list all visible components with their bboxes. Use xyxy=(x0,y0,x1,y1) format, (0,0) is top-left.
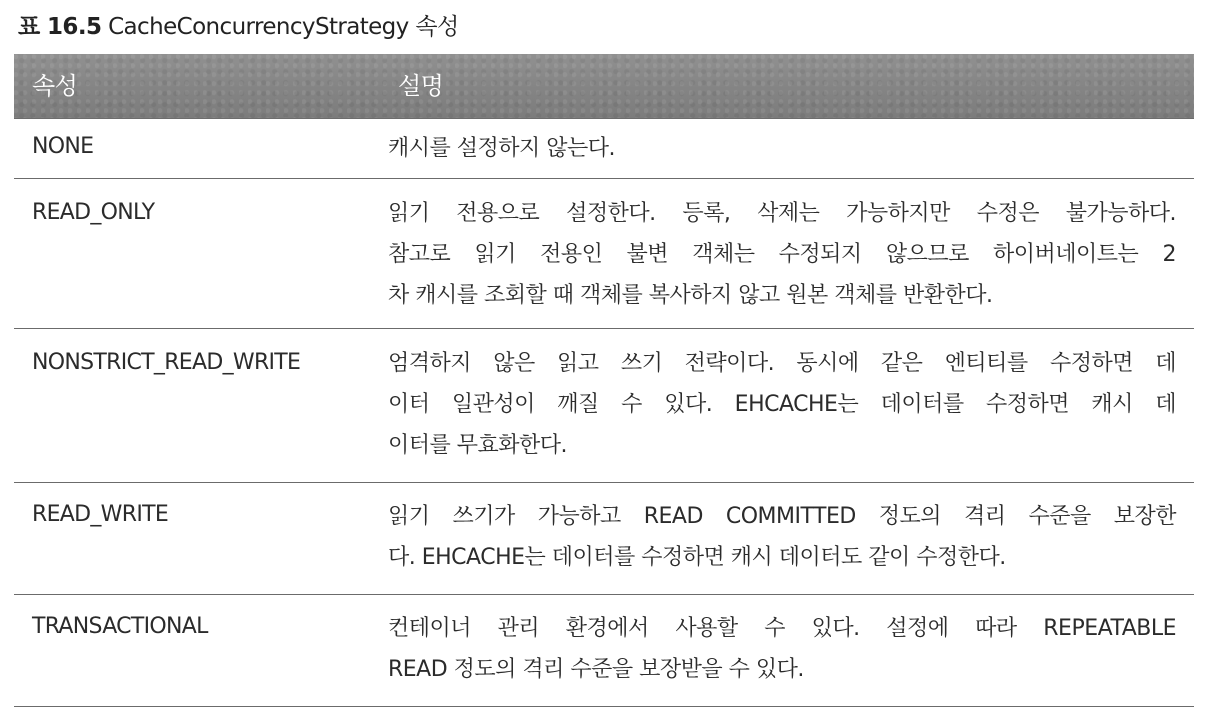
table-row xyxy=(14,119,1194,179)
table-header xyxy=(14,54,1194,119)
description-line: 이터 일관성이 깨질 수 있다. EHCACHE는 데이터를 수정하면 캐시 데 xyxy=(388,392,1176,417)
header-description: 설명 xyxy=(398,72,444,100)
description-line: 차 캐시를 조회할 때 객체를 복사하지 않고 원본 객체를 반환한다. xyxy=(388,283,993,308)
table-row xyxy=(14,179,1194,329)
table-caption xyxy=(18,8,459,41)
table-number: 표 16.5 xyxy=(18,14,102,40)
table-title: CacheConcurrencyStrategy 속성 xyxy=(108,14,459,40)
header-attribute: 속성 xyxy=(32,72,78,100)
table-row xyxy=(14,483,1194,595)
table-row xyxy=(14,329,1194,483)
row-description xyxy=(388,193,1176,316)
description-line: READ 정도의 격리 수준을 보장받을 수 있다. xyxy=(388,657,804,682)
strategy-table xyxy=(14,54,1194,707)
description-line: 엄격하지 않은 읽고 쓰기 전략이다. 동시에 같은 엔티티를 수정하면 데 xyxy=(388,351,1176,376)
row-attribute-name: TRANSACTIONAL xyxy=(32,614,208,639)
description-line: 이터를 무효화한다. xyxy=(388,433,568,458)
row-attribute-name: READ_ONLY xyxy=(32,200,155,225)
description-line: 컨테이너 관리 환경에서 사용할 수 있다. 설정에 따라 REPEATABLE xyxy=(388,616,1176,641)
row-attribute-name: NONSTRICT_READ_WRITE xyxy=(32,350,301,375)
description-line: 다. EHCACHE는 데이터를 수정하면 캐시 데이터도 같이 수정한다. xyxy=(388,545,1006,570)
table-row xyxy=(14,595,1194,707)
row-description xyxy=(388,496,1176,578)
description-line: 읽기 쓰기가 가능하고 READ COMMITTED 정도의 격리 수준을 보장한 xyxy=(388,504,1176,529)
row-attribute-name: READ_WRITE xyxy=(32,502,169,527)
row-description xyxy=(388,128,1176,169)
row-attribute-name: NONE xyxy=(32,134,94,159)
description-line: 캐시를 설정하지 않는다. xyxy=(388,136,616,161)
row-description xyxy=(388,608,1176,690)
description-line: 참고로 읽기 전용인 불변 객체는 수정되지 않으므로 하이버네이트는 2 xyxy=(388,242,1176,267)
description-line: 읽기 전용으로 설정한다. 등록, 삭제는 가능하지만 수정은 불가능하다. xyxy=(388,201,1176,226)
row-description xyxy=(388,343,1176,466)
